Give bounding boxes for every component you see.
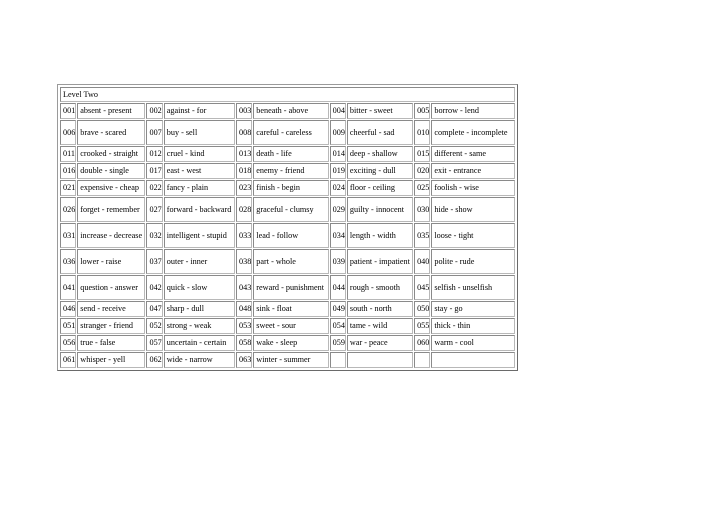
entry-number: 050	[414, 301, 430, 317]
word-pair: careful - careless	[253, 120, 328, 145]
word-pairs-sheet	[57, 84, 518, 371]
word-pair: cruel - kind	[164, 146, 235, 162]
table-row	[60, 318, 515, 334]
word-pair: expensive - cheap	[77, 180, 145, 196]
entry-number: 016	[60, 163, 76, 179]
entry-number: 032	[146, 223, 162, 248]
entry-number: 054	[330, 318, 346, 334]
word-pair: warm - cool	[431, 335, 515, 351]
word-pair: east - west	[164, 163, 235, 179]
entry-number: 027	[146, 197, 162, 222]
entry-number: 017	[146, 163, 162, 179]
word-pair: quick - slow	[164, 275, 235, 300]
word-pair: rough - smooth	[347, 275, 413, 300]
word-pair: floor - ceiling	[347, 180, 413, 196]
word-pair: beneath - above	[253, 103, 328, 119]
entry-number: 060	[414, 335, 430, 351]
word-pair: complete - incomplete	[431, 120, 515, 145]
entry-number: 047	[146, 301, 162, 317]
entry-number: 058	[236, 335, 252, 351]
word-pair: guilty - innocent	[347, 197, 413, 222]
word-pair: tame - wild	[347, 318, 413, 334]
entry-number: 024	[330, 180, 346, 196]
entry-number: 051	[60, 318, 76, 334]
entry-number: 006	[60, 120, 76, 145]
word-pair: war - peace	[347, 335, 413, 351]
entry-number: 019	[330, 163, 346, 179]
table-row	[60, 197, 515, 222]
word-pair: thick - thin	[431, 318, 515, 334]
word-pair: uncertain - certain	[164, 335, 235, 351]
word-pair: selfish - unselfish	[431, 275, 515, 300]
word-pair: polite - rude	[431, 249, 515, 274]
word-pair: brave - scared	[77, 120, 145, 145]
entry-number: 038	[236, 249, 252, 274]
entry-number: 037	[146, 249, 162, 274]
word-pair: double - single	[77, 163, 145, 179]
entry-number: 004	[330, 103, 346, 119]
entry-number: 021	[60, 180, 76, 196]
word-pair: lead - follow	[253, 223, 328, 248]
word-pair: enemy - friend	[253, 163, 328, 179]
entry-number: 034	[330, 223, 346, 248]
entry-number	[330, 352, 346, 368]
entry-number: 030	[414, 197, 430, 222]
word-pair: wide - narrow	[164, 352, 235, 368]
entry-number: 014	[330, 146, 346, 162]
word-pair: question - answer	[77, 275, 145, 300]
word-pair: send - receive	[77, 301, 145, 317]
table-row	[60, 249, 515, 274]
word-pair: whisper - yell	[77, 352, 145, 368]
word-pair	[431, 352, 515, 368]
table-row	[60, 103, 515, 119]
entry-number: 010	[414, 120, 430, 145]
word-pair: crooked - straight	[77, 146, 145, 162]
entry-number: 013	[236, 146, 252, 162]
entry-number: 023	[236, 180, 252, 196]
entry-number: 036	[60, 249, 76, 274]
word-pair: deep - shallow	[347, 146, 413, 162]
word-pair: foolish - wise	[431, 180, 515, 196]
word-pair: true - false	[77, 335, 145, 351]
word-pair: buy - sell	[164, 120, 235, 145]
word-pair: absent - present	[77, 103, 145, 119]
table-row	[60, 352, 515, 368]
word-pair: winter - summer	[253, 352, 328, 368]
table-row	[60, 335, 515, 351]
entry-number: 033	[236, 223, 252, 248]
entry-number: 044	[330, 275, 346, 300]
entry-number: 042	[146, 275, 162, 300]
word-pair: reward - punishment	[253, 275, 328, 300]
word-pair: fancy - plain	[164, 180, 235, 196]
word-pair: forward - backward	[164, 197, 235, 222]
table-row	[60, 163, 515, 179]
entry-number: 057	[146, 335, 162, 351]
word-pair: cheerful - sad	[347, 120, 413, 145]
word-pair: sink - float	[253, 301, 328, 317]
word-pair: loose - tight	[431, 223, 515, 248]
entry-number: 029	[330, 197, 346, 222]
table-row	[60, 223, 515, 248]
word-pair: exit - entrance	[431, 163, 515, 179]
entry-number: 059	[330, 335, 346, 351]
entry-number: 048	[236, 301, 252, 317]
entry-number: 028	[236, 197, 252, 222]
word-pair: stay - go	[431, 301, 515, 317]
word-pair: lower - raise	[77, 249, 145, 274]
table-row	[60, 301, 515, 317]
word-pair: increase - decrease	[77, 223, 145, 248]
word-pair: outer - inner	[164, 249, 235, 274]
entry-number: 052	[146, 318, 162, 334]
entry-number: 025	[414, 180, 430, 196]
entry-number: 020	[414, 163, 430, 179]
word-pair: patient - impatient	[347, 249, 413, 274]
word-pair: forget - remember	[77, 197, 145, 222]
word-pair: intelligent - stupid	[164, 223, 235, 248]
table-row	[60, 146, 515, 162]
table-row	[60, 275, 515, 300]
word-pair: hide - show	[431, 197, 515, 222]
entry-number: 035	[414, 223, 430, 248]
word-pair: borrow - lend	[431, 103, 515, 119]
sheet-title: Level Two	[60, 87, 515, 102]
table-row	[60, 180, 515, 196]
entry-number	[414, 352, 430, 368]
word-pairs-table	[59, 86, 516, 369]
word-pair	[347, 352, 413, 368]
entry-number: 018	[236, 163, 252, 179]
word-pair: wake - sleep	[253, 335, 328, 351]
word-pair: death - life	[253, 146, 328, 162]
word-pair: south - north	[347, 301, 413, 317]
entry-number: 045	[414, 275, 430, 300]
entry-number: 046	[60, 301, 76, 317]
word-pair: sharp - dull	[164, 301, 235, 317]
entry-number: 062	[146, 352, 162, 368]
entry-number: 039	[330, 249, 346, 274]
word-pair: exciting - dull	[347, 163, 413, 179]
word-pair: part - whole	[253, 249, 328, 274]
entry-number: 043	[236, 275, 252, 300]
word-pair: different - same	[431, 146, 515, 162]
entry-number: 040	[414, 249, 430, 274]
entry-number: 061	[60, 352, 76, 368]
entry-number: 007	[146, 120, 162, 145]
word-pair: length - width	[347, 223, 413, 248]
entry-number: 003	[236, 103, 252, 119]
entry-number: 049	[330, 301, 346, 317]
table-row	[60, 120, 515, 145]
word-pair: finish - begin	[253, 180, 328, 196]
word-pair: against - for	[164, 103, 235, 119]
entry-number: 063	[236, 352, 252, 368]
entry-number: 022	[146, 180, 162, 196]
entry-number: 002	[146, 103, 162, 119]
entry-number: 053	[236, 318, 252, 334]
entry-number: 031	[60, 223, 76, 248]
entry-number: 009	[330, 120, 346, 145]
entry-number: 011	[60, 146, 76, 162]
entry-number: 005	[414, 103, 430, 119]
word-pair: bitter - sweet	[347, 103, 413, 119]
word-pair: graceful - clumsy	[253, 197, 328, 222]
word-pair: sweet - sour	[253, 318, 328, 334]
entry-number: 055	[414, 318, 430, 334]
entry-number: 056	[60, 335, 76, 351]
entry-number: 015	[414, 146, 430, 162]
entry-number: 001	[60, 103, 76, 119]
entry-number: 008	[236, 120, 252, 145]
entry-number: 041	[60, 275, 76, 300]
entry-number: 026	[60, 197, 76, 222]
entry-number: 012	[146, 146, 162, 162]
word-pair: strong - weak	[164, 318, 235, 334]
word-pair: stranger - friend	[77, 318, 145, 334]
